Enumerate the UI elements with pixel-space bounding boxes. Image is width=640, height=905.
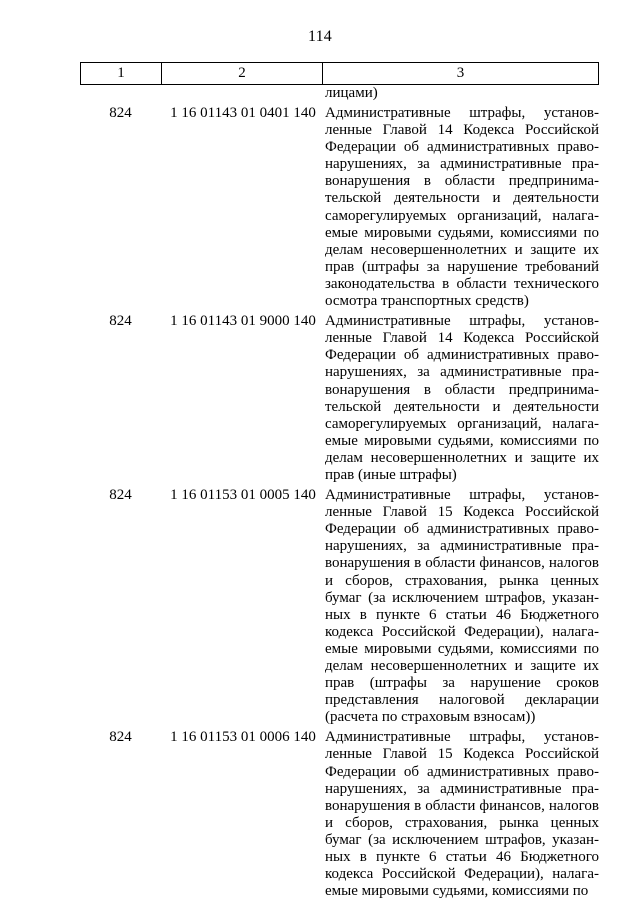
table-header-row [80, 62, 599, 85]
header-col-3: 3 [456, 65, 465, 81]
table-row [80, 487, 599, 726]
row-description: Административные штрафы, установленные Главой 15 Кодекса Российской Федерации об административных правонарушениях, за административные правонарушения в области финансов, налогов и сборов, страхования, рынка ценных бумаг (за исключением штрафов, указанных в пункте 6 статьи 46 Бюджетного кодекса Российской Федерации), налагаемые мировыми судьями, комиссиями по [325, 729, 599, 900]
header-col-2: 2 [162, 63, 323, 84]
table-row [80, 313, 599, 484]
budget-code: 1 16 01143 01 9000 140 [170, 313, 316, 330]
admin-code: 824 [109, 487, 132, 504]
continued-text: лицами) [325, 85, 378, 101]
row-description: Административные штрафы, установленные Главой 15 Кодекса Российской Федерации об административных правонарушениях, за административные правонарушения в области финансов, налогов и сборов, страхования, рынка ценных бумаг (за исключением штрафов, указанных в пункте 6 статьи 46 Бюджетного кодекса Российской Федерации), налагаемые мировыми судьями, комиссиями по делам несовершеннолетних и защите их прав (штрафы за нарушение сроков представления налоговой декларации (расчета по страховым взносам)) [325, 487, 599, 726]
budget-classification-table [80, 62, 599, 900]
admin-code: 824 [109, 105, 132, 121]
budget-code: 1 16 01143 01 0401 140 [170, 105, 316, 121]
budget-code: 1 16 01153 01 0005 140 [170, 487, 316, 504]
page-number: 114 [307, 28, 332, 45]
budget-code: 1 16 01153 01 0006 140 [170, 729, 316, 746]
table-row [80, 729, 599, 900]
admin-code: 824 [109, 729, 132, 746]
admin-code: 824 [109, 313, 132, 330]
row-description: Административные штрафы, установленные Главой 14 Кодекса Российской Федерации об административных правонарушениях, за административные правонарушения в области предпринимательской деятельности и деятельности саморегулируемых организаций, налагаемые мировыми судьями, комиссиями по делам несовершеннолетних и защите их прав (иные штрафы) [325, 313, 599, 483]
table-row [80, 105, 599, 310]
header-col-1: 1 [81, 63, 162, 84]
row-description: Административные штрафы, установленные Главой 14 Кодекса Российской Федерации об административных правонарушениях, за административные правонарушения в области предпринимательской деятельности и деятельности саморегулируемых организаций, налагаемые мировыми судьями, комиссиями по делам несовершеннолетних и защите их прав (штрафы за нарушение требований законодательства в области технического осмотра транспортных средств) [325, 105, 599, 310]
